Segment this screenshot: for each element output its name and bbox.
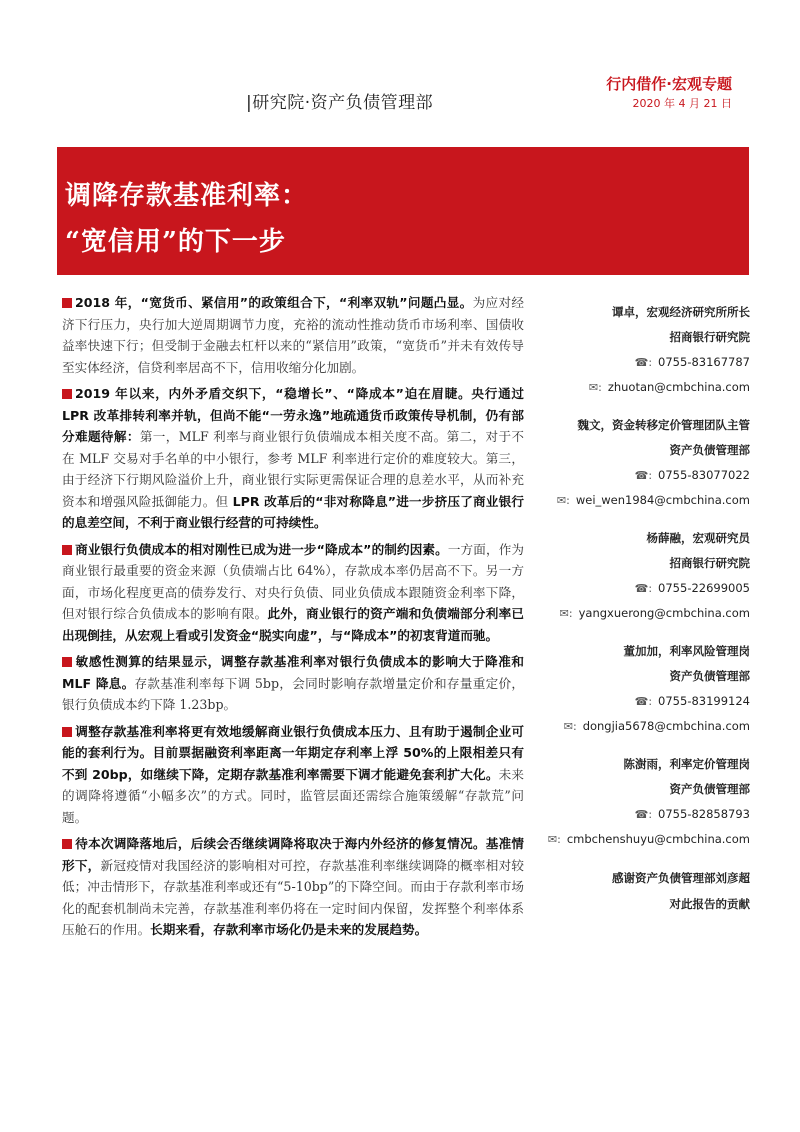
body-text: 第一，MLF 利率与商业银行负债端成本相关度不高。第二，对于不在 MLF 交易对手名单的中小银行，参考 MLF 利率进行定价的难度较大。第三，由于经济下行期风险溢价上升，商业银行实际更需保证合理的息差水平，从而补充资本和增强风险抵御能力。但	[62, 429, 525, 509]
header-right	[606, 74, 732, 114]
analyst-email[interactable]	[520, 488, 750, 513]
analyst-name-title: 魏文，资金转移定价管理团队主管	[577, 418, 750, 432]
phone-number: 0755-83199124	[658, 694, 750, 708]
bullet-square-icon	[62, 727, 72, 737]
bold-text: 2018 年，“宽货币、紧信用”的政策组合下，“利率双轨”问题凸显。	[75, 295, 473, 310]
report-type-tag: 行内借作·宏观专题	[606, 75, 732, 93]
acknowledgement-line-1: 感谢资产负债管理部刘彦超	[612, 871, 750, 885]
analyst-card	[520, 413, 750, 513]
bold-text: 此外，商业银行的资产端和负债端部分利率已出现倒挂，从宏观上看或引发资金“脱实向虚”，与“降成本”的初衷背道而驰。	[62, 606, 525, 643]
analyst-email[interactable]	[520, 827, 750, 852]
body-text: 一方面，作为商业银行最重要的资金来源（负债端占比 64%），存款成本率仍居高不下。另一方面，市场化程度更高的债券发行、对央行负债、同业负债成本跟随资金利率下降，但对银行综合负债成本的影响有限。	[62, 541, 524, 621]
bold-text: 待本次调降落地后，后续会否继续调降将取决于海内外经济的修复情况。基准情形下，	[62, 836, 524, 873]
phone-number: 0755-82858793	[658, 807, 750, 821]
analyst-card	[520, 639, 750, 739]
summary-paragraph	[62, 651, 524, 716]
email-address[interactable]: wei_wen1984@cmbchina.com	[575, 493, 750, 507]
analyst-org: 资产负债管理部	[669, 669, 750, 683]
analyst-name-title: 陈澍雨，利率定价管理岗	[623, 757, 750, 771]
analyst-card	[520, 526, 750, 626]
bold-text: LPR 改革后的“非对称降息”进一步挤压了商业银行的息差空间，不利于商业银行经营的可持续性。	[62, 493, 524, 530]
analyst-org: 招商银行研究院	[669, 556, 750, 570]
email-address[interactable]: cmbchenshuyu@cmbchina.com	[566, 832, 750, 846]
analyst-card	[520, 300, 750, 400]
bullet-square-icon	[62, 657, 72, 667]
analyst-name-title: 董加加，利率风险管理岗	[623, 644, 750, 658]
analyst-phone	[520, 802, 750, 827]
bullet-square-icon	[62, 298, 72, 308]
envelope-icon: ✉:	[556, 494, 570, 507]
summary-paragraph	[62, 721, 524, 829]
report-title-line-2: “宽信用”的下一步	[65, 227, 286, 257]
acknowledgement-line-2: 对此报告的贡献	[669, 897, 750, 911]
envelope-icon: ✉:	[563, 720, 577, 733]
envelope-icon: ✉:	[559, 607, 573, 620]
body-text: 存款基准利率每下调 5bp，会同时影响存款增量定价和存量重定价，银行负债成本约下降 1.23bp。	[62, 675, 525, 712]
body-text: 新冠疫情对我国经济的影响相对可控，存款基准利率继续调降的概率相对较低；冲击情形下，存款基准利率或还有“5-10bp”的下降空间。而由于存款利率市场化的配套机制尚未完善，存款基准利率仍将在一定时间内保留，发挥整个利率体系压舱石的作用。	[62, 857, 525, 937]
summary-paragraph	[62, 292, 524, 378]
analyst-phone	[520, 576, 750, 601]
analyst-phone	[520, 463, 750, 488]
analyst-name-title: 谭卓，宏观经济研究所所长	[612, 305, 750, 319]
bold-text: 敏感性测算的结果显示，调整存款基准利率对银行负债成本的影响大于降准和 MLF 降息。	[62, 654, 524, 691]
summary-paragraph	[62, 833, 524, 941]
report-title-line-1: 调降存款基准利率：	[65, 181, 309, 211]
email-address[interactable]: zhuotan@cmbchina.com	[607, 380, 750, 394]
acknowledgement	[520, 865, 750, 917]
analyst-card	[520, 752, 750, 852]
analyst-email[interactable]	[520, 601, 750, 626]
summary-paragraph	[62, 383, 524, 534]
report-date: 2020 年 4 月 21 日	[632, 97, 732, 110]
phone-icon: ☎:	[634, 808, 653, 821]
phone-number: 0755-83077022	[658, 468, 750, 482]
department-label: |研究院·资产负债管理部	[246, 93, 434, 113]
analyst-email[interactable]	[520, 714, 750, 739]
analyst-email[interactable]	[520, 375, 750, 400]
analyst-phone	[520, 350, 750, 375]
envelope-icon: ✉:	[588, 381, 602, 394]
analyst-name-title: 杨薛融，宏观研究员	[646, 531, 750, 545]
bullet-square-icon	[62, 545, 72, 555]
phone-icon: ☎:	[634, 469, 653, 482]
analyst-org: 招商银行研究院	[669, 330, 750, 344]
analyst-org: 资产负债管理部	[669, 782, 750, 796]
phone-number: 0755-22699005	[658, 581, 750, 595]
analyst-org: 资产负债管理部	[669, 443, 750, 457]
email-address[interactable]: yangxuerong@cmbchina.com	[578, 606, 750, 620]
phone-number: 0755-83167787	[658, 355, 750, 369]
bullet-square-icon	[62, 389, 72, 399]
bold-text: 商业银行负债成本的相对刚性已成为进一步“降成本”的制约因素。	[75, 541, 448, 557]
bold-text: 2019 年以来，内外矛盾交织下，“稳增长”、“降成本”迫在眉睫。央行通过 LPR 改革排转利率并轨，但尚不能“一劳永逸”地疏通货币政策传导机制，仍有部分难题待解：	[62, 386, 524, 444]
title-banner	[57, 147, 749, 275]
summary-paragraph	[62, 539, 524, 647]
envelope-icon: ✉:	[547, 833, 561, 846]
phone-icon: ☎:	[634, 695, 653, 708]
analyst-panel	[520, 300, 750, 917]
analyst-phone	[520, 689, 750, 714]
phone-icon: ☎:	[634, 356, 653, 369]
bold-text: 长期来看，存款利率市场化仍是未来的发展趋势。	[150, 922, 428, 937]
bullet-square-icon	[62, 839, 72, 849]
phone-icon: ☎:	[634, 582, 653, 595]
email-address[interactable]: dongjia5678@cmbchina.com	[582, 719, 750, 733]
summary-body	[62, 292, 524, 946]
bold-text: 调整存款基准利率将更有效地缓解商业银行负债成本压力、且有助于遏制企业可能的套利行为。目前票据融资利率距离一年期定存利率上浮 50%的上限相差只有不到 20bp，如继续下降，定期存款基准利率需要下调才能避免套利扩大化。	[62, 723, 524, 782]
body-text: 未来的调降将遵循“小幅多次”的方式。同时，监管层面还需综合施策缓解“存款荒”问题。	[62, 766, 524, 825]
body-text: 为应对经济下行压力，央行加大逆周期调节力度，充裕的流动性推动货币市场利率、国债收益率快速下行；但受制于金融去杠杆以来的“紧信用”政策，“宽货币”并未有效传导至实体经济，信贷利率居高不下，信用收缩分化加剧。	[62, 295, 525, 375]
